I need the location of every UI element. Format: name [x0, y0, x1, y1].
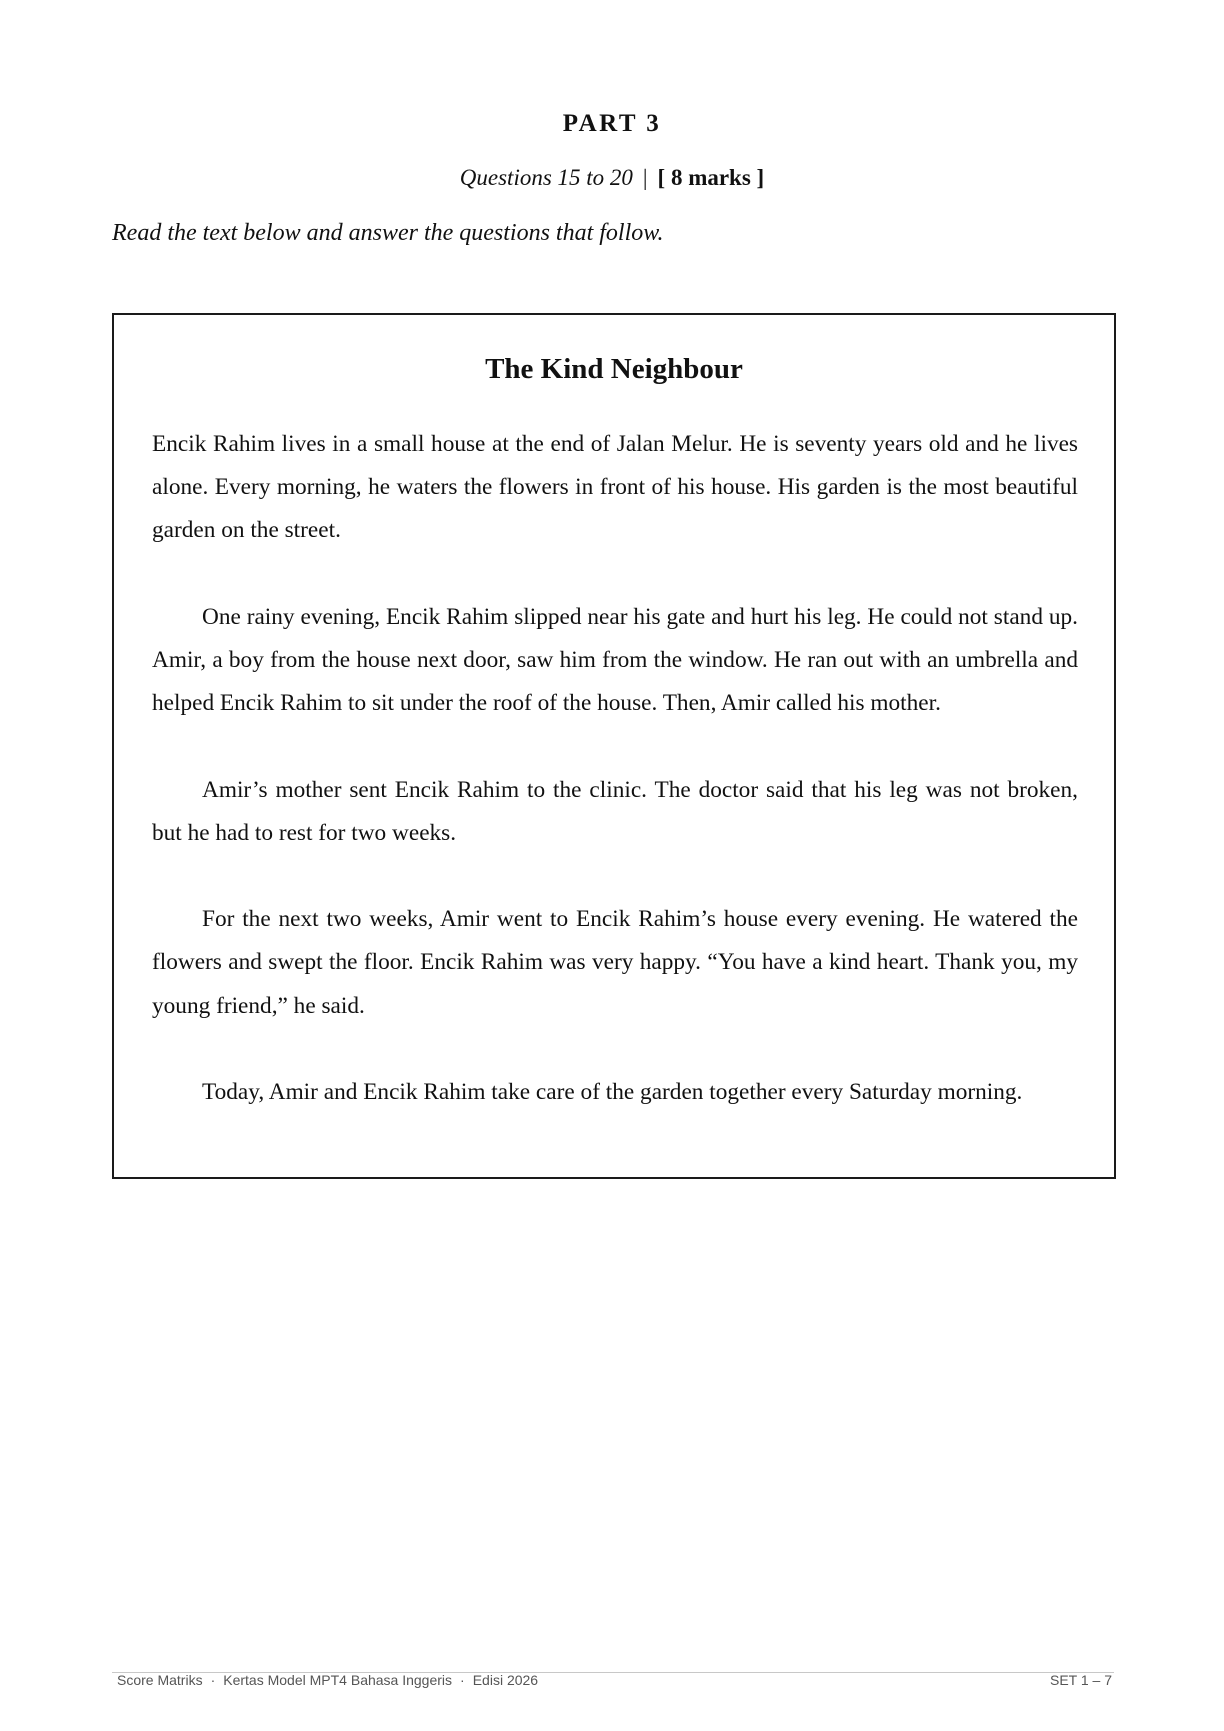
passage-paragraph-2: One rainy evening, Encik Rahim slipped near his gate and hurt his leg. He could not stand up. Amir, a boy from the house next door, saw him from the window. He ran out with an umbrella and helped Encik Rahim to sit under the roof of the house. Then, Amir called his mother. — [152, 603, 1078, 717]
passage-body — [152, 423, 1078, 1114]
passage-paragraph-5: Today, Amir and Encik Rahim take care of the garden together every Saturday morning. — [202, 1078, 1023, 1105]
instruction-text: Read the text below and answer the questions that follow. — [112, 220, 664, 246]
part-title: PART 3 — [562, 110, 662, 137]
footer-book: Kertas Model MPT4 Bahasa Inggeris — [223, 1672, 453, 1688]
question-range-line — [0, 165, 1224, 191]
footer-dot-1: · — [210, 1672, 216, 1688]
page-number: SET 1 – 7 — [1049, 1672, 1112, 1688]
footer-dot-2: · — [460, 1672, 465, 1688]
marks-label: [ 8 marks ] — [657, 165, 765, 190]
footer-edition: Edisi 2026 — [472, 1672, 539, 1688]
passage-paragraph-3: Amir’s mother sent Encik Rahim to the clinic. The doctor said that his leg was not broken, but he had to rest for two weeks. — [152, 776, 1078, 846]
question-separator: | — [642, 165, 648, 190]
passage-title: The Kind Neighbour — [485, 353, 743, 385]
footer-publication — [117, 1672, 538, 1688]
passage-paragraph-4: For the next two weeks, Amir went to Encik Rahim’s house every evening. He watered the flowers and swept the floor. Encik Rahim was very happy. “You have a kind heart. Thank you, my young friend,” he said. — [152, 906, 1078, 1019]
question-range: Questions 15 to 20 — [459, 165, 633, 190]
passage-box — [112, 313, 1116, 1179]
footer-publisher: Score Matriks — [117, 1672, 203, 1688]
passage-paragraph-1: Encik Rahim lives in a small house at the end of Jalan Melur. He is seventy years old and he lives alone. Every morning, he waters the flowers in front of his house. His garden is the most beautiful garden on the street. — [152, 431, 1078, 544]
